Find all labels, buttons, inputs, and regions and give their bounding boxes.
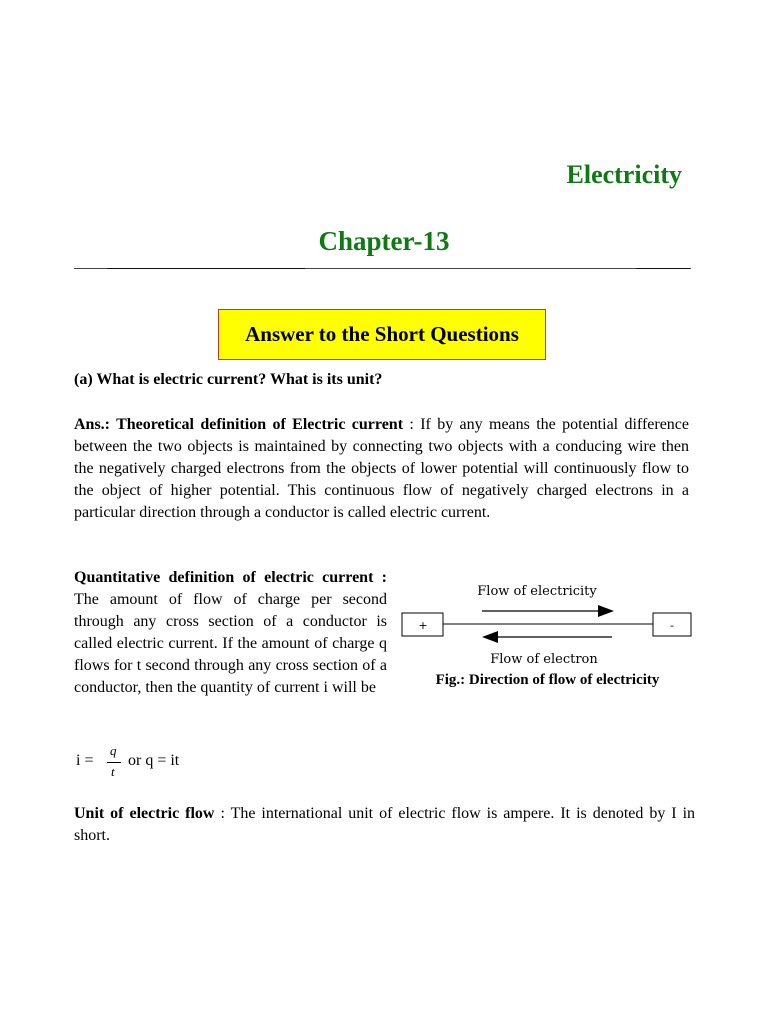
electricity-arrowhead bbox=[598, 605, 614, 617]
minus-sign: - bbox=[670, 619, 674, 632]
fraction-bar bbox=[107, 762, 121, 763]
formula-denominator: t bbox=[111, 764, 115, 779]
figure-caption: Fig.: Direction of flow of electricity bbox=[435, 672, 660, 688]
section-heading-box bbox=[218, 309, 546, 360]
subject-title: Electricity bbox=[566, 160, 682, 189]
quantitative-lead: Quantitative definition of electric current : bbox=[74, 569, 387, 586]
section-heading: Answer to the Short Questions bbox=[245, 322, 519, 346]
current-formula bbox=[74, 745, 274, 785]
title-divider-accent-right bbox=[636, 268, 690, 269]
formula-numerator: q bbox=[110, 743, 117, 758]
plus-sign: + bbox=[418, 619, 428, 632]
formula-rhs: or q = it bbox=[128, 752, 180, 769]
answer-lead: Ans.: Theoretical definition of Electric current bbox=[74, 416, 404, 433]
flow-of-electricity-label: Flow of electricity bbox=[477, 584, 597, 599]
unit-body: : The international unit of electric flow is ampere. It is denoted by I in short. bbox=[74, 805, 696, 844]
title-divider-accent-left bbox=[107, 268, 305, 269]
quantitative-body: The amount of flow of charge per second through any cross section of a conductor is called electric current. If the amount of charge q flows for t second through any cross section of a conductor, then the quantity of current i will be bbox=[74, 591, 387, 696]
answer-body: : If by any means the potential difference between the two objects is maintained by connecting two objects with a conducing wire then the negatively charged electrons from the objects of lower potential will continuously flow to the object of higher potential. This continuous flow of negatively charged electrons in a particular direction through a conductor is called electric current. bbox=[74, 416, 690, 521]
question-a: (a) What is electric current? What is its unit? bbox=[74, 371, 383, 388]
electron-arrowhead bbox=[482, 631, 498, 643]
current-flow-diagram bbox=[400, 578, 695, 668]
answer-paragraph bbox=[74, 414, 689, 524]
flow-of-electron-label: Flow of electron bbox=[490, 652, 598, 667]
unit-paragraph bbox=[74, 803, 695, 847]
unit-lead: Unit of electric flow bbox=[74, 805, 215, 822]
quantitative-paragraph bbox=[74, 567, 387, 699]
chapter-title: Chapter-13 bbox=[318, 226, 450, 256]
formula-lhs: i = bbox=[76, 752, 94, 769]
